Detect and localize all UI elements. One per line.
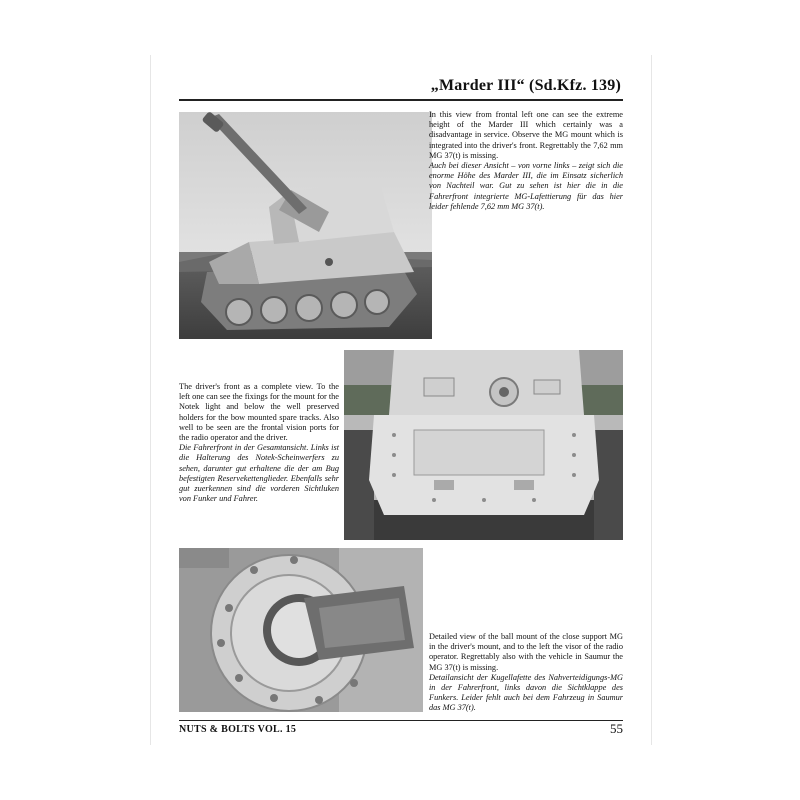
caption-bottom <box>429 632 623 714</box>
caption-top <box>429 110 623 212</box>
photo-tank-frontal-left <box>179 112 432 339</box>
photo-drivers-front <box>344 350 623 540</box>
caption-top-german: Auch bei dieser Ansicht – von vorne links – zeigt sich die enorme Höhe des Marder III, die im Einsatz sicherlich von Nachteil war. Gut zu sehen ist hier die in die Fahrerfront integrierte MG-Lafettierung für das hier leider fehlende 7,62 mm MG 37(t). <box>429 161 623 211</box>
caption-middle-english: The driver's front as a complete view. To the left one can see the fixings for the mount for the Notek light and below the well preserved holders for the bow mounted spare tracks. Also well to be seen are the frontal vision ports for the radio operator and the driver. <box>179 382 339 443</box>
page-title: „Marder III“ (Sd.Kfz. 139) <box>430 77 621 94</box>
caption-bottom-german: Detailansicht der Kugellafette des Nahverteidigungs-MG in der Fahrerfront, links davon die Sichtklappe des Funkers. Leider fehlt auch bei dem Fahrzeug in Saumur das MG 37(t). <box>429 672 623 713</box>
caption-middle-german: Die Fahrerfront in der Gesamtansicht. Links ist die Halterung des Notek-Scheinwerfers zu sehen, darunter gut erhaltene die der am Bug befestigten Reservekettenglieder. Ebenfalls sehr gut zuerkennen sind die vorderen Sichtluken von Funker und Fahrer. <box>179 443 339 504</box>
series-title: NUTS & BOLTS VOL. 15 <box>179 724 297 735</box>
photo-ball-mount-detail <box>179 548 423 712</box>
footer-rule <box>179 720 623 721</box>
drivers-front-graphic <box>344 350 623 540</box>
tank-photo-graphic <box>179 112 432 339</box>
caption-top-english: In this view from frontal left one can see the extreme height of the Marder III which certainly was a disadvantage in service. Observe the MG mount which is integrated into the driver's front. Regrettably the 7,62 mm MG 37(t) is missing. <box>429 110 623 160</box>
page-number: 55 <box>610 721 623 736</box>
header-rule <box>179 99 623 101</box>
caption-middle <box>179 382 339 504</box>
caption-bottom-english: Detailed view of the ball mount of the close support MG in the driver's mount, and to the left the visor of the radio operator. Regrettably also with the vehicle in Saumur the MG 37(t) is missing. <box>429 632 623 672</box>
ball-mount-graphic <box>179 548 423 712</box>
book-page <box>150 55 652 745</box>
